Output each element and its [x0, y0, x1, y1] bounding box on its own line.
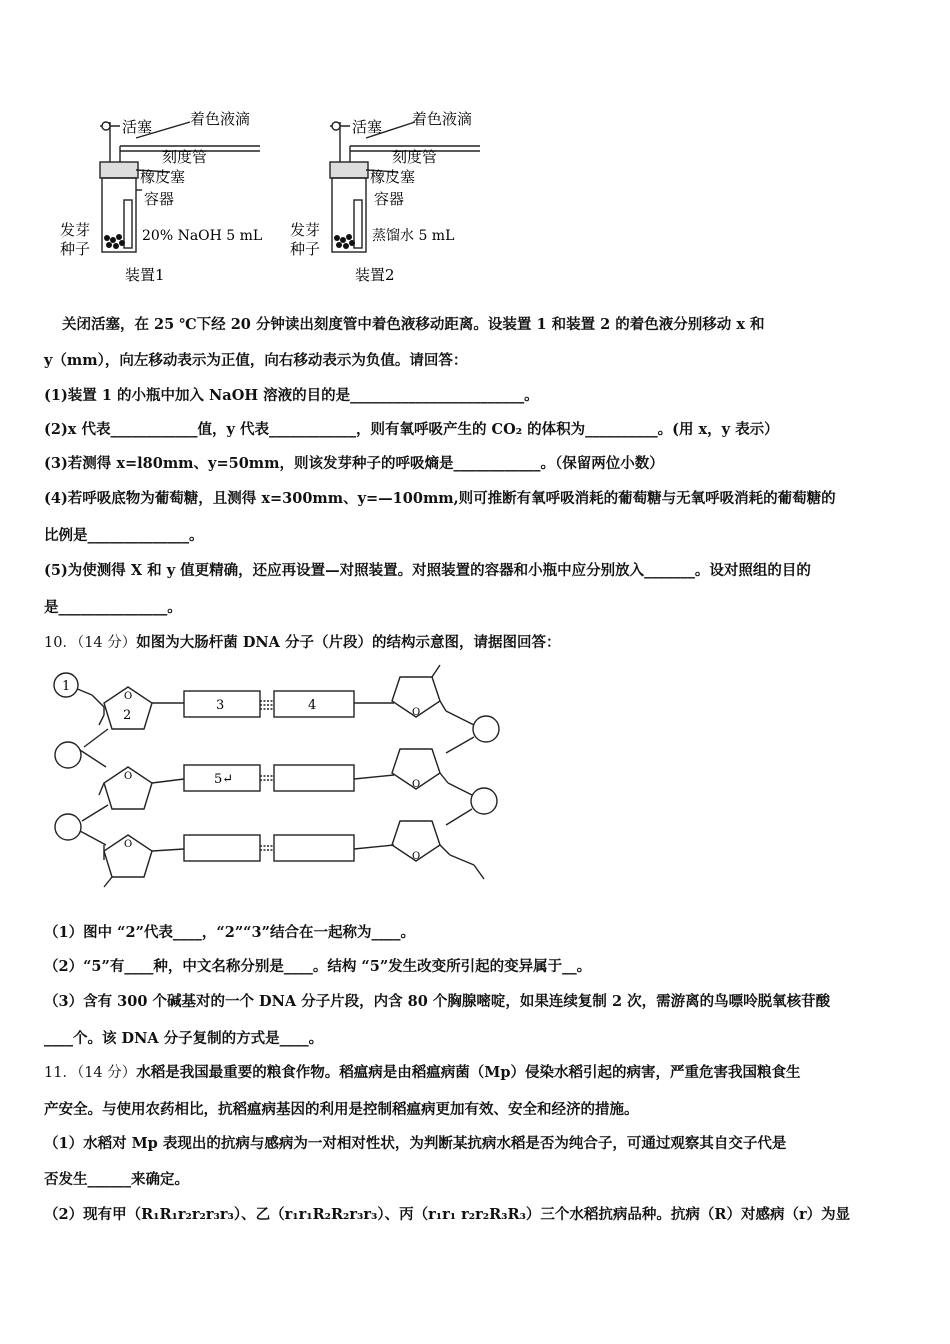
- label-5: 5↵: [214, 772, 234, 787]
- d1-caption: 装置1: [125, 266, 165, 284]
- phosphate-right-2: [471, 788, 497, 814]
- label-4: 4: [308, 698, 317, 713]
- d1-stopper-label: 橡皮塞: [140, 168, 186, 186]
- d1-seeds-label-2: 种子: [60, 240, 91, 258]
- d1-tube-label: 刻度管: [162, 148, 208, 166]
- o-mark-3: O: [124, 839, 133, 850]
- phosphate-left-3: [55, 814, 81, 840]
- base-left-3: [184, 835, 260, 861]
- q9-part-4-line-2: 比例是______________。: [44, 527, 204, 544]
- q11-part-2: （2）现有甲（R₁R₁r₂r₂r₃r₃）、乙（r₁r₁R₂R₂r₃r₃）、丙（r₁r₁ r₂r₂R₃R₃）三个水稻抗病品种。抗病（R）对感病（r）为显: [44, 1206, 851, 1223]
- label-1: 1: [62, 679, 71, 694]
- d2-seeds-label: 发芽: [290, 221, 321, 239]
- phosphate-right-1: [473, 716, 499, 742]
- o-mark-1: O: [124, 691, 133, 702]
- d1-seeds-label: 发芽: [60, 221, 91, 239]
- q11-heading: [44, 1061, 800, 1082]
- d2-tube-label: 刻度管: [392, 148, 438, 166]
- q11-intro-line-1: 水稻是我国最重要的粮食作物。稻瘟病是由稻瘟病菌（Mp）侵染水稻引起的病害，严重危害我国粮食生: [136, 1064, 801, 1081]
- o-mark-2: O: [124, 771, 133, 782]
- respiration-apparatus-figure: [50, 100, 500, 290]
- phosphate-left-2: [55, 742, 81, 768]
- o-mark-4: O: [412, 707, 421, 718]
- o-mark-6: O: [412, 851, 421, 862]
- q9-part-4-line-1: (4)若呼吸底物为葡萄糖，且测得 x=300mm、y=—100mm,则可推断有氧呼吸消耗的葡萄糖与无氧呼吸消耗的葡萄糖的: [44, 490, 836, 507]
- o-mark-5: O: [412, 779, 421, 790]
- q9-part-3: (3)若测得 x=l80mm、y=50mm，则该发芽种子的呼吸熵是____________。（保留两位小数）: [44, 455, 664, 472]
- q10-part-3-line-2: ____个。该 DNA 分子复制的方式是____。: [44, 1030, 324, 1047]
- q10-title: 如图为大肠杆菌 DNA 分子（片段）的结构示意图，请据图回答：: [136, 634, 561, 651]
- base-right-3: [274, 835, 354, 861]
- label-2: 2: [123, 708, 132, 723]
- d2-solution-label: 蒸馏水 5 mL: [372, 228, 455, 244]
- d2-stopcock-label: 活塞: [352, 118, 383, 136]
- q10-number: 10．（14 分）: [44, 635, 137, 651]
- d1-solution-label: 20% NaOH 5 mL: [142, 228, 263, 244]
- label-3: 3: [216, 698, 225, 713]
- d2-seeds-label-2: 种子: [290, 240, 321, 258]
- q10-heading: [44, 631, 560, 652]
- q10-part-2: （2）“5”有____种，中文名称分别是____。结构 “5”发生改变所引起的变异属于__。: [44, 958, 592, 975]
- q9-part-1: (1)装置 1 的小瓶中加入 NaOH 溶液的目的是________________________。: [44, 387, 539, 404]
- dna-structure-figure: [44, 655, 514, 895]
- d1-droplet-label: 着色液滴: [190, 110, 251, 128]
- q11-part-1-line-1: （1）水稻对 Mp 表现出的抗病与感病为一对相对性状，为判断某抗病水稻是否为纯合子，可通过观察其自交子代是: [44, 1135, 787, 1152]
- d2-stopper-label: 橡皮塞: [370, 168, 416, 186]
- d1-stopcock-label: 活塞: [122, 118, 153, 136]
- q9-part-5-line-1: (5)为使测得 X 和 y 值更精确，还应再设置—对照装置。对照装置的容器和小瓶中应分别放入_______。设对照组的目的: [44, 562, 811, 579]
- q9-intro-line-1: 关闭活塞，在 25 ℃下经 20 分钟读出刻度管中着色液移动距离。设装置 1 和装置 2 的着色液分别移动 x 和: [62, 316, 765, 333]
- d2-droplet-label: 着色液滴: [412, 110, 473, 128]
- base-right-2: [274, 765, 354, 791]
- q10-part-1: （1）图中 “2”代表____，“2”“3”结合在一起称为____。: [44, 924, 415, 941]
- d2-container-label: 容器: [374, 190, 405, 208]
- d1-container-label: 容器: [144, 190, 175, 208]
- d2-caption: 装置2: [355, 266, 395, 284]
- q9-intro-line-2: y（mm），向左移动表示为正值，向右移动表示为负值。请回答：: [44, 352, 468, 369]
- q11-number: 11．（14 分）: [44, 1065, 137, 1081]
- q9-part-5-line-2: 是_______________。: [44, 599, 182, 616]
- q11-part-1-line-2: 否发生______来确定。: [44, 1171, 189, 1188]
- q10-part-3-line-1: （3）含有 300 个碱基对的一个 DNA 分子片段，内含 80 个胸腺嘧啶，如果连续复制 2 次，需游离的鸟嘌呤脱氧核苷酸: [44, 993, 831, 1010]
- q11-intro-line-2: 产安全。与使用农药相比，抗稻瘟病基因的利用是控制稻瘟病更加有效、安全和经济的措施。: [44, 1101, 639, 1118]
- q9-part-2: (2)x 代表____________值，y 代表____________，则有氧呼吸产生的 CO₂ 的体积为__________。(用 x，y 表示）: [44, 421, 779, 438]
